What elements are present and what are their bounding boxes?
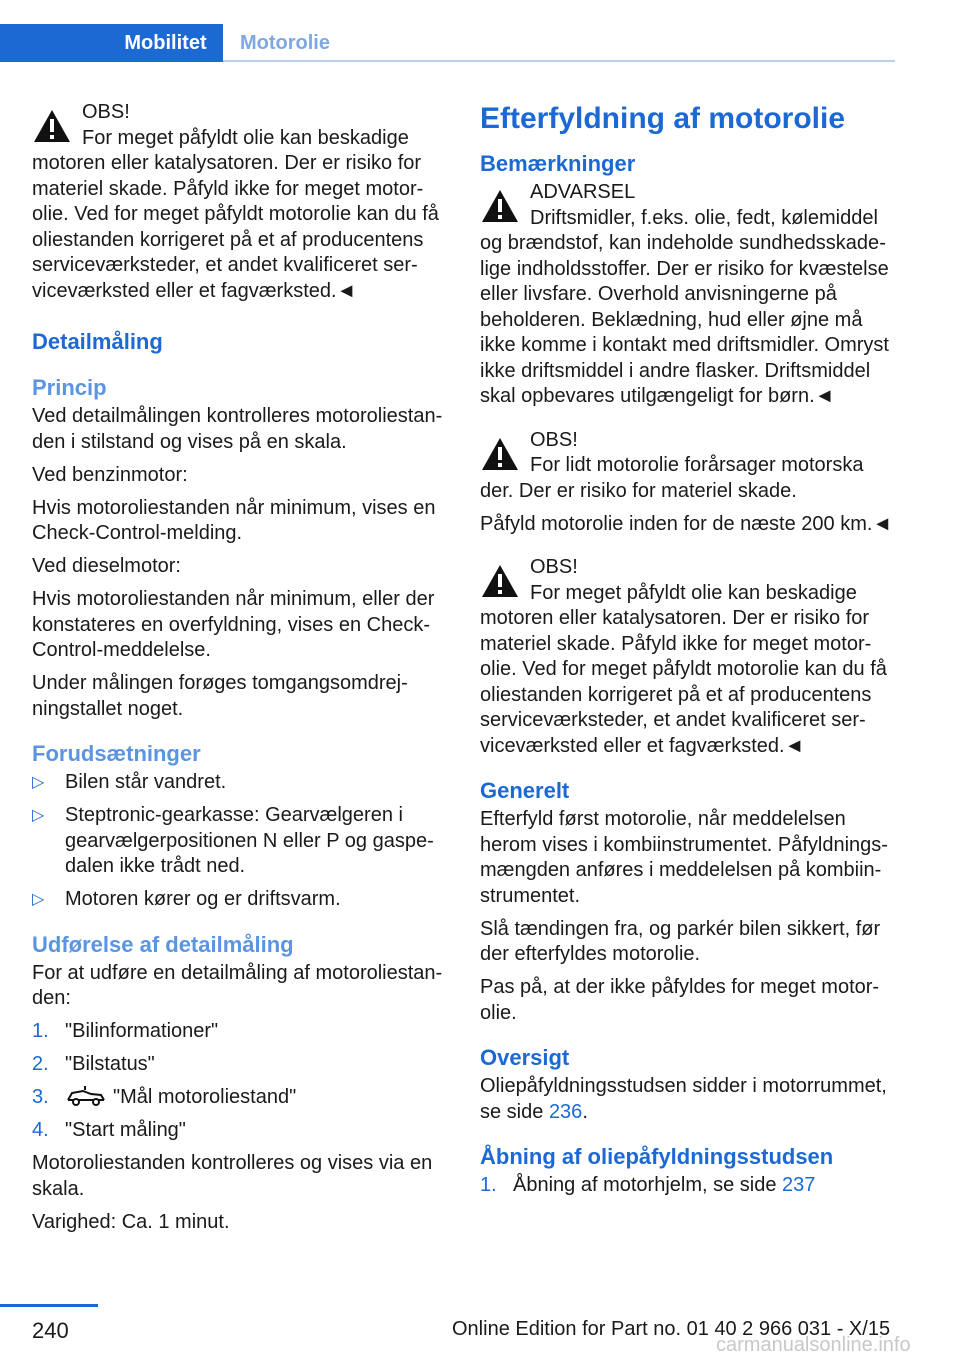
page-link-236[interactable]: 236 [548, 1100, 583, 1123]
warning-line: For meget påfyldt olie kan beskadige [82, 126, 409, 149]
warning-text: motoren eller katalysatoren. Der er risiko for materiel skade. Påfyld ikke for meget motorolie. Ved for meget påfyldt motorolie kan du få oliestanden korrigeret på et af producentens serviceværksteder, et andet kvalificeret serviceværksted eller et fagværksted.◄ [32, 152, 439, 302]
tab-motorolie[interactable]: Motorolie [240, 32, 330, 54]
paragraph: Hvis motoroliestanden når minimum, eller der konstateres en overfyldning, vises en Check-Control-meddelelse. [32, 588, 435, 661]
warning-triangle-icon [32, 108, 72, 144]
watermark: carmanualsonline.info [716, 1334, 911, 1356]
list-item-text: Steptronic-gearkasse: Gearvælgeren i gearvælgerpositionen N eller P og gaspedalen ikke trådt ned. [65, 804, 434, 877]
warning-box-obs [32, 100, 450, 304]
right-column [480, 100, 895, 1206]
page-number: 240 [32, 1318, 69, 1343]
heading-udfoerelse: Udførelse af detailmåling [32, 931, 294, 957]
warning-line: For lidt motorolie forårsager motorska [530, 454, 864, 476]
list-item [32, 770, 450, 796]
paragraph: For at udføre en detailmåling af motoroliestanden: [32, 961, 443, 1009]
paragraph: Motoroliestanden kontrolleres og vises via en skala. [32, 1152, 433, 1200]
list-number: 1. [480, 1174, 497, 1196]
paragraph: Efterfyld først motorolie, når meddelelsen herom vises i kombiinstrumentet. Påfyldningsmængden anføres i meddelelsen på kombiinstrumentet. [480, 808, 888, 907]
warning-text: der. Der er risiko for materiel skade. [480, 479, 797, 502]
header-rule [223, 60, 895, 62]
warning-box-obs [480, 428, 895, 505]
list-item [32, 1118, 450, 1144]
list-item [32, 1052, 450, 1078]
warning-title: OBS! [530, 428, 578, 451]
list-item [32, 803, 450, 880]
heading-aabning: Åbning af oliepåfyldningsstudsen [480, 1144, 834, 1169]
heading-bemaerkninger: Bemærkninger [480, 151, 636, 176]
paragraph: Pas på, at der ikke påfyldes for meget motorolie. [480, 976, 880, 1024]
page-link-237[interactable]: 237 [782, 1174, 816, 1196]
list-number: 2. [32, 1053, 49, 1075]
heading-forudsaetninger: Forudsætninger [32, 741, 201, 766]
warning-title: OBS! [82, 101, 130, 123]
paragraph: Varighed: Ca. 1 minut. [32, 1210, 230, 1233]
warning-text: motoren eller katalysatoren. Der er risiko for materiel skade. Påfyld ikke for meget motorolie. Ved for meget påfyldt motorolie kan du få oliestanden korrigeret på et af producentens serviceværksteder, et andet kvalificeret serviceværksted eller et fagværksted.◄ [480, 607, 887, 757]
paragraph: Slå tændingen fra, og parkér bilen sikkert, før der efterfyldes motorolie. [480, 917, 881, 965]
list-item-text: Bilen står vandret. [65, 771, 227, 793]
heading-princip: Princip [32, 375, 107, 400]
list-item [32, 887, 450, 913]
warning-triangle-icon [480, 188, 520, 224]
heading-generelt: Generelt [480, 778, 570, 803]
numbered-list [32, 1019, 450, 1144]
list-number: 3. [32, 1086, 49, 1108]
paragraph: Under målingen forøges tomgangsomdrejningstallet noget. [32, 672, 408, 720]
triangle-right-icon: ▷ [32, 774, 45, 791]
numbered-list [480, 1173, 895, 1199]
warning-triangle-icon [480, 436, 520, 472]
list-item-text: "Mål motoroliestand" [113, 1086, 297, 1108]
heading-detailmaaling: Detailmåling [32, 329, 163, 354]
list-item-text: Åbning af motorhjelm, se side [513, 1174, 783, 1196]
car-oil-icon [65, 1085, 107, 1107]
paragraph-text: . [582, 1100, 588, 1123]
paragraph: Ved dieselmotor: [32, 555, 181, 577]
warning-box-obs [480, 555, 895, 759]
warning-text: og brændstof, kan indeholde sundhedsskadelige indholdsstoffer. Der er risiko for kvæstelse eller livsfare. Overhold anvisningerne på beholderen. Beklædning, hud eller øjne må ikke komme i kontakt med driftsmidler. Omryst ikke driftsmiddel i andre flasker. Driftsmiddel skal opbevares utilgængeligt for børn.◄ [480, 232, 889, 407]
list-item-text: "Start måling" [65, 1119, 186, 1141]
header-bar-left [0, 24, 108, 62]
triangle-right-icon: ▷ [32, 807, 45, 824]
page-title: Efterfyldning af motorolie [480, 102, 846, 135]
list-item-text: "Bilstatus" [65, 1053, 155, 1075]
paragraph-text: Oliepåfyldningsstudsen sidder i motorrummet, se side [480, 1075, 887, 1123]
list-item-text: Motoren kører og er driftsvarm. [65, 888, 341, 910]
list-number: 4. [32, 1119, 49, 1141]
heading-oversigt: Oversigt [480, 1045, 570, 1070]
tab-mobilitet[interactable]: Mobilitet [108, 24, 223, 62]
paragraph [480, 1074, 895, 1125]
warning-box-advarsel [480, 180, 895, 410]
triangle-right-icon: ▷ [32, 891, 45, 908]
page-header [0, 0, 895, 62]
paragraph: Ved benzinmotor: [32, 463, 188, 486]
bullet-list [32, 770, 450, 913]
warning-title: ADVARSEL [530, 181, 636, 203]
warning-line: For meget påfyldt olie kan beskadige [530, 581, 857, 604]
list-item [32, 1019, 450, 1045]
list-number: 1. [32, 1020, 49, 1042]
paragraph: Påfyld motorolie inden for de næste 200 km.◄ [480, 512, 893, 535]
list-item [480, 1173, 895, 1199]
warning-triangle-icon [480, 563, 520, 599]
footer-rule [0, 1304, 98, 1307]
warning-line: Driftsmidler, f.eks. olie, fedt, kølemiddel [530, 206, 878, 229]
warning-title: OBS! [530, 556, 578, 578]
left-column [32, 100, 450, 1243]
paragraph: Ved detailmålingen kontrolleres motoroliestanden i stilstand og vises på en skala. [32, 405, 443, 453]
paragraph: Hvis motoroliestanden når minimum, vises en Check-Control-melding. [32, 496, 436, 544]
list-item-text: "Bilinformationer" [65, 1020, 219, 1042]
list-item [32, 1085, 450, 1111]
edition-text: Online Edition for Part no. 01 40 2 966 031 - X/15 [452, 1318, 891, 1340]
